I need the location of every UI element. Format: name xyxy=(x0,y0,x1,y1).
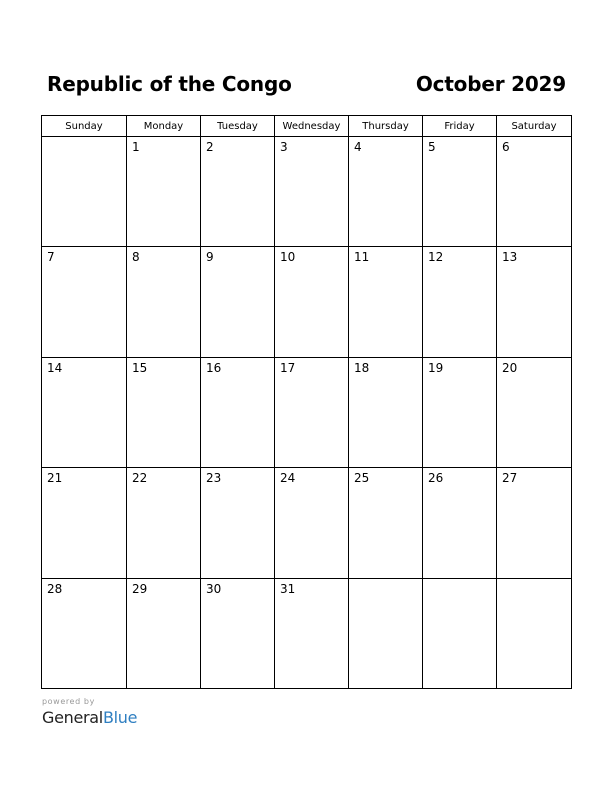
day-cell xyxy=(275,468,349,578)
day-number: 6 xyxy=(502,140,510,154)
calendar-grid xyxy=(41,115,572,689)
day-number: 15 xyxy=(132,360,148,375)
day-cell xyxy=(349,137,423,247)
day-cell xyxy=(42,137,127,247)
calendar-month-title: October 2029 xyxy=(415,72,566,96)
week-row xyxy=(42,137,572,247)
day-cell xyxy=(423,137,497,247)
day-number: 3 xyxy=(280,140,288,154)
day-cell xyxy=(275,137,349,247)
day-cell xyxy=(127,468,201,578)
day-number: 2 xyxy=(206,140,214,154)
brand-part-blue: Blue xyxy=(102,708,138,727)
day-number: 16 xyxy=(206,360,222,375)
day-cell xyxy=(349,247,423,357)
day-number: 20 xyxy=(502,360,518,375)
day-cell xyxy=(201,137,275,247)
day-cell xyxy=(349,357,423,467)
day-cell xyxy=(423,247,497,357)
weekday-monday: Monday xyxy=(127,116,201,137)
weekday-friday: Friday xyxy=(423,116,497,137)
day-cell xyxy=(275,578,349,688)
day-number: 9 xyxy=(206,250,214,265)
day-number: 18 xyxy=(354,360,370,375)
day-number: 29 xyxy=(132,581,148,596)
day-number: 5 xyxy=(428,140,436,154)
day-number: 30 xyxy=(206,581,222,596)
day-cell xyxy=(201,578,275,688)
day-number: 14 xyxy=(47,360,63,375)
day-number xyxy=(497,579,571,582)
weekday-header-row xyxy=(42,116,572,137)
week-row xyxy=(42,578,572,688)
brand-part-general: General xyxy=(42,708,103,727)
weekday-thursday: Thursday xyxy=(349,116,423,137)
week-row xyxy=(42,357,572,467)
day-cell xyxy=(423,357,497,467)
weekday-wednesday: Wednesday xyxy=(275,116,349,137)
day-number: 26 xyxy=(428,471,444,486)
day-cell xyxy=(42,468,127,578)
day-number: 27 xyxy=(502,471,518,486)
day-number: 31 xyxy=(280,581,296,596)
day-number: 28 xyxy=(47,581,63,596)
day-number: 7 xyxy=(47,250,55,265)
day-number: 4 xyxy=(354,140,362,154)
day-cell xyxy=(497,578,572,688)
day-cell xyxy=(127,578,201,688)
day-number: 17 xyxy=(280,360,296,375)
day-number xyxy=(423,579,496,582)
day-number xyxy=(42,137,126,140)
weekday-sunday: Sunday xyxy=(42,116,127,137)
day-cell xyxy=(275,357,349,467)
day-number: 22 xyxy=(132,471,148,486)
powered-by-label: powered by xyxy=(42,697,95,706)
day-number: 12 xyxy=(428,250,444,265)
weekday-saturday: Saturday xyxy=(497,116,572,137)
day-cell xyxy=(42,357,127,467)
day-number: 23 xyxy=(206,471,222,486)
day-cell xyxy=(497,247,572,357)
day-number: 25 xyxy=(354,471,370,486)
weekday-tuesday: Tuesday xyxy=(201,116,275,137)
day-cell xyxy=(42,578,127,688)
day-number: 24 xyxy=(280,471,296,486)
day-cell xyxy=(349,578,423,688)
day-number: 21 xyxy=(47,471,63,486)
day-number: 13 xyxy=(502,250,518,265)
day-cell xyxy=(201,247,275,357)
day-cell xyxy=(349,468,423,578)
week-row xyxy=(42,468,572,578)
day-cell xyxy=(42,247,127,357)
day-cell xyxy=(423,578,497,688)
day-cell xyxy=(201,468,275,578)
day-cell xyxy=(423,468,497,578)
day-number: 11 xyxy=(354,250,370,265)
day-cell xyxy=(497,137,572,247)
day-cell xyxy=(275,247,349,357)
day-cell xyxy=(497,357,572,467)
day-cell xyxy=(497,468,572,578)
day-cell xyxy=(127,137,201,247)
day-number: 8 xyxy=(132,250,140,265)
day-number: 10 xyxy=(280,250,296,265)
generalblue-logo[interactable] xyxy=(42,708,137,728)
week-row xyxy=(42,247,572,357)
day-number xyxy=(349,579,422,582)
day-number: 1 xyxy=(132,140,140,154)
calendar-country-title: Republic of the Congo xyxy=(47,72,292,96)
day-cell xyxy=(201,357,275,467)
day-number: 19 xyxy=(428,360,444,375)
day-cell xyxy=(127,247,201,357)
day-cell xyxy=(127,357,201,467)
